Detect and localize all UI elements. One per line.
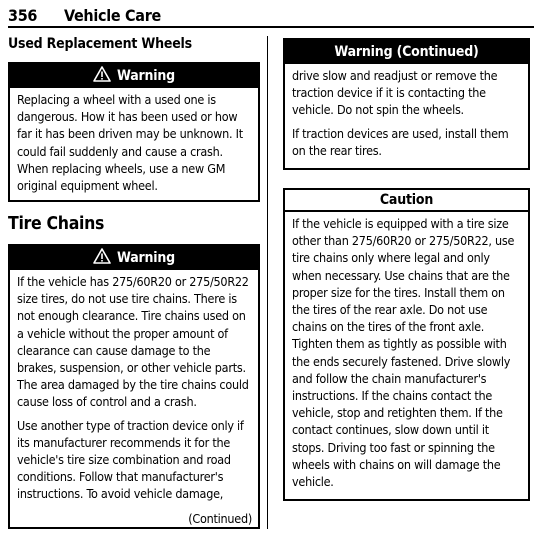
- warning-continued-header: Warning (Continued): [285, 40, 528, 64]
- warning-paragraph-1: drive slow and readjust or remove the traction device if it is contacting the vehicle. Do not spin the wheels.: [292, 68, 498, 118]
- warning-paragraph-2: Use another type of traction device only if its manufacturer recommends it for the vehicle's tire size combination and road conditions. Follow that manufacturer's instructions. To avoid vehicle damage,: [17, 417, 244, 502]
- continued-marker: (Continued): [188, 511, 252, 526]
- caution-body: [285, 212, 528, 490]
- warning-body: [10, 88, 258, 194]
- column-divider: [267, 36, 268, 529]
- warning-paragraph-2: If traction devices are used, install them on the rear tires.: [292, 125, 509, 158]
- warning-triangle-icon: [93, 248, 111, 264]
- used-replacement-wheels-heading: Used Replacement Wheels: [8, 36, 192, 52]
- warning-body: [10, 270, 258, 503]
- warning-header: [10, 246, 258, 270]
- caution-text: If the vehicle is equipped with a tire size other than 275/60R20 or 275/50R22, use tire chains only where legal and only when necessary. Use chains that are the proper size for the tires. Install them on the tires of the rear axle. Do not use chains on the tires of the front axle. Tighten them as tightly as possible with the ends securely fastened. Drive slowly and follow the chain manufacturer's instructions. If the chains contact the vehicle, stop and retighten them. If the contact continues, slow down until it stops. Driving too fast or spinning the wheels with chains on will damage the vehicle.: [292, 216, 515, 490]
- warning-triangle-icon: [93, 66, 111, 82]
- used-wheels-warning-box: [8, 62, 260, 202]
- page-number: 356: [8, 6, 38, 25]
- warning-continued-box: [283, 38, 530, 170]
- page-title: Vehicle Care: [64, 6, 161, 25]
- warning-body: [285, 64, 528, 159]
- warning-header: [10, 64, 258, 88]
- warning-text: Replacing a wheel with a used one is dangerous. How it has been used or how far it has been driven may be unknown. It could fail suddenly and cause a crash. When replacing wheels, use a new GM original equipment wheel.: [17, 92, 243, 194]
- warning-label: Warning: [117, 250, 175, 266]
- page-header: [8, 6, 534, 28]
- caution-header: Caution: [285, 190, 528, 212]
- warning-label: Warning: [117, 68, 175, 84]
- warning-paragraph-1: If the vehicle has 275/60R20 or 275/50R22 size tires, do not use tire chains. There is not enough clearance. Tire chains used on a vehicle without the proper amount of clearance can cause damage to the brakes, suspension, or other vehicle parts. The area damaged by the tire chains could cause loss of control and a crash.: [17, 274, 249, 410]
- caution-box: [283, 188, 530, 501]
- tire-chains-heading: Tire Chains: [8, 214, 105, 234]
- tire-chains-warning-box: [8, 244, 260, 529]
